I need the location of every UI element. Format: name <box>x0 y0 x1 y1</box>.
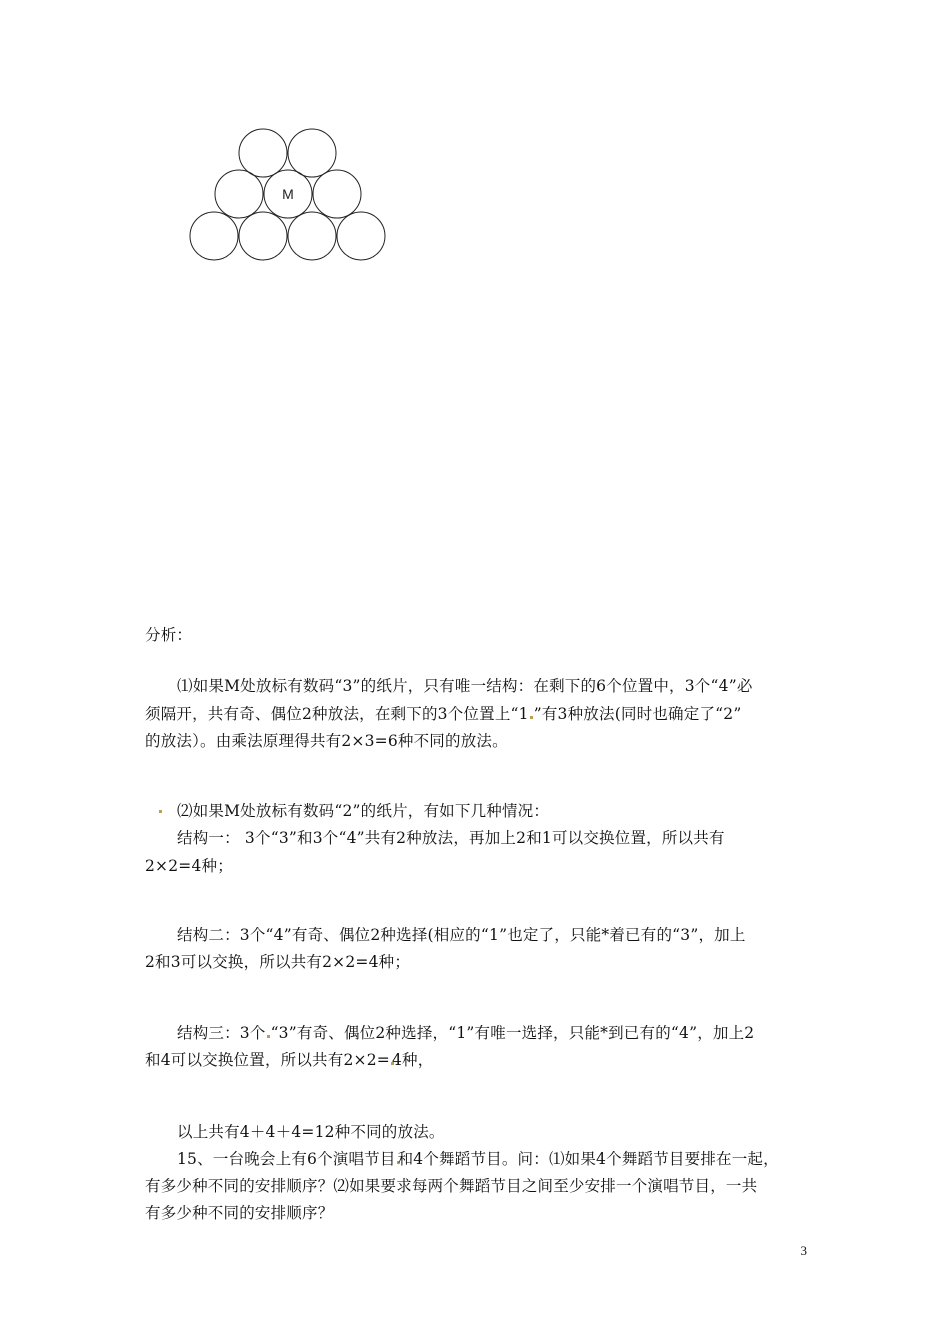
case1-line2 <box>145 700 741 728</box>
stray-dot-mark <box>530 716 533 719</box>
circle-bottom-1 <box>190 212 238 260</box>
structure3-line2-part-a: 和4可以交换位置，所以共有2×2= <box>145 1051 390 1069</box>
circle-mid-right <box>313 170 361 218</box>
structure1-line2: 2×2=4种； <box>145 857 233 875</box>
case1-line1: ⑴如果M处放标有数码“3”的纸片，只有唯一结构：在剩下的6个位置中，3个“4”必 <box>177 677 753 695</box>
case1-line2-part-b: ”有3种放法(同时也确定了“2” <box>533 705 742 723</box>
problem15-line3: 有多少种不同的安排顺序？ <box>145 1204 334 1222</box>
problem15-line1 <box>177 1145 779 1173</box>
structure2-line1: 结构二：3个“4”有奇、偶位2种选择(相应的“1”也定了，只能*着已有的“3”，加上 <box>177 926 746 944</box>
total-summary: 以上共有4＋4＋4=12种不同的放法。 <box>177 1123 445 1141</box>
circle-top-left <box>239 129 287 177</box>
circle-bottom-3 <box>288 212 336 260</box>
circle-label-m: M <box>282 186 294 202</box>
problem15-line2: 有多少种不同的安排顺序？⑵如果要求每两个舞蹈节目之间至少安排一个演唱节目，一共 <box>145 1177 758 1195</box>
structure3-line1-part-b: “3”有奇、偶位2种选择，“1”有唯一选择，只能*到已有的“4”，加上2 <box>270 1024 755 1042</box>
structure3-line2 <box>145 1046 433 1074</box>
structure3-line2-part-b: 4种， <box>391 1051 434 1069</box>
page-number: 3 <box>800 1243 807 1258</box>
case1-line2-part-a: 须隔开，共有奇、偶位2种放法，在剩下的3个位置上“1 <box>145 705 529 723</box>
structure1-line1: 结构一： 3个“3”和3个“4”共有2种放法，再加上2和1可以交换位置，所以共有 <box>177 829 725 847</box>
structure2-line2: 2和3可以交换，所以共有2×2=4种； <box>145 953 411 971</box>
circle-top-right <box>288 129 336 177</box>
circle-triangle-diagram <box>185 123 395 271</box>
structure3-line1-part-a: 结构三：3个 <box>177 1024 266 1042</box>
case1-line3: 的放法）。由乘法原理得共有2×3=6种不同的放法。 <box>145 732 508 750</box>
stray-dot-mark <box>267 1035 270 1038</box>
case2-intro: ⑵如果M处放标有数码“2”的纸片，有如下几种情况： <box>177 802 550 820</box>
structure3-line1 <box>177 1019 754 1047</box>
stray-dot-mark <box>159 810 162 813</box>
analysis-heading: 分析： <box>145 626 193 644</box>
circle-bottom-2 <box>239 212 287 260</box>
problem15-line1-part-a: 15、一台晚会上有6个演唱节目 <box>177 1150 396 1168</box>
circle-mid-left <box>215 170 263 218</box>
circle-bottom-4 <box>337 212 385 260</box>
problem15-line1-part-b: 和4个舞蹈节目。问：⑴如果4个舞蹈节目要排在一起， <box>397 1150 779 1168</box>
